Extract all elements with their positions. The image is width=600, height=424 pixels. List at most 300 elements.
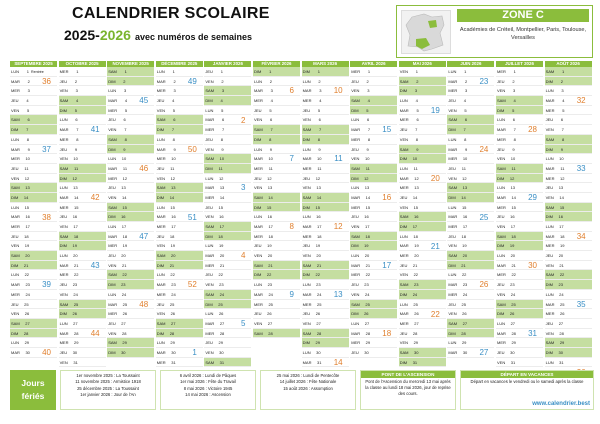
day-cell: DIM 19 [350,241,397,251]
week-number: 22 [430,309,440,319]
day-cell: MER 12 [545,174,592,184]
day-cell: JEU 11 [447,164,494,174]
day-cell: SAM 15 [107,203,154,213]
week-number: 9 [289,290,294,300]
week-number: 46 [139,164,149,173]
day-cell: DIM 16 [545,212,592,222]
month-column [156,61,203,367]
day-cell: LUN 1 [156,67,203,77]
holiday-item: 15 août 2026 : Assomption [283,385,333,391]
day-cell: MER 15 [350,203,397,213]
day-cell: DIM 26 [496,309,543,319]
day-cell: SAM 22 [107,270,154,280]
day-cell: SAM 23 [399,280,446,290]
day-cell: JEU 13 [107,183,154,193]
day-cell: SAM 11 [496,164,543,174]
day-cell: SAM 14 [253,193,300,203]
day-cell: MAR 11 [545,164,592,174]
day-cell: DIM 3 [399,86,446,96]
day-cell: SAM 18 [59,232,106,242]
day-cell: DIM 7 [447,125,494,135]
day-cell: LUN 23 [302,280,349,290]
day-cell: LUN 1 Rentrée [10,67,57,77]
day-cell: SAM 7 [302,125,349,135]
day-cell: MER 3 [156,86,203,96]
day-cell: DIM 31 [399,358,446,368]
day-cell: SAM 6 [10,115,57,125]
day-cell: MAR 18 [545,232,592,242]
day-cell: SAM 20 [156,251,203,261]
day-cell: JEU 12 [302,174,349,184]
week-number: 45 [139,96,149,106]
day-cell: MER 5 [545,106,592,116]
day-cell: VEN 10 [350,154,397,164]
day-cell: DIM 15 [302,203,349,213]
day-cell: VEN 6 [253,115,300,125]
day-cell: JEU 2 [350,77,397,87]
day-cell: SAM 29 [545,338,592,348]
month-header: AOÛT 2026 [545,61,592,67]
month-header: OCTOBRE 2025 [59,61,106,67]
day-cell: MER 17 [156,222,203,232]
zone-title: ZONE C [457,9,589,22]
week-number: 26 [479,280,489,290]
day-cell: JEU 15 [204,203,251,213]
day-cell: JEU 13 [545,183,592,193]
week-number: 33 [576,164,586,173]
day-cell: JEU 18 [447,232,494,242]
day-cell: VEN 9 [204,145,251,155]
week-number: 20 [430,173,440,183]
day-cell: SAM 28 [253,329,300,339]
day-cell: MAR 11 [107,164,154,174]
day-cell: LUN 20 [59,251,106,261]
day-cell: MER 29 [350,338,397,348]
zone-box [396,5,593,58]
week-number: 3 [240,183,246,193]
day-cell: VEN 5 [10,106,57,116]
day-cell: DIM 30 [107,348,154,358]
day-cell: SAM 20 [447,251,494,261]
day-cell: MAR 21 [350,261,397,271]
week-number: 7 [289,154,294,164]
day-cell: MER 1 [59,67,106,77]
day-cell: VEN 20 [302,251,349,261]
day-cell: LUN 24 [107,290,154,300]
day-cell: JEU 20 [545,251,592,261]
day-cell: VEN 20 [253,251,300,261]
day-cell: LUN 13 [350,183,397,193]
day-cell: JEU 1 [204,67,251,77]
day-cell: SAM 7 [253,125,300,135]
day-cell: MER 8 [496,135,543,145]
day-cell: VEN 7 [545,125,592,135]
day-cell: JEU 30 [59,348,106,358]
day-cell: SAM 1 [107,67,154,77]
day-cell: MAR 14 [350,193,397,203]
day-cell: SAM 13 [447,183,494,193]
day-cell: SAM 22 [545,270,592,280]
day-cell: SAM 14 [302,193,349,203]
day-cell: LUN 9 [253,145,300,155]
day-cell: VEN 7 [107,125,154,135]
day-cell: JEU 6 [107,115,154,125]
day-cell: LUN 15 [10,203,57,213]
day-cell: VEN 27 [253,319,300,329]
day-cell: VEN 13 [253,183,300,193]
week-number: 15 [382,125,392,135]
day-cell: MAR 2 [10,77,57,87]
day-cell: SAM 18 [496,232,543,242]
day-cell: MAR 7 [496,125,543,135]
week-number: 19 [430,105,440,115]
week-number: 43 [90,261,100,270]
day-cell: SAM 8 [545,135,592,145]
month-column [10,61,57,367]
day-cell: DIM 1 [302,67,349,77]
day-cell: VEN 8 [399,135,446,145]
week-number: 17 [382,261,392,270]
day-cell: LUN 18 [399,232,446,242]
day-cell: VEN 13 [302,183,349,193]
day-cell: VEN 15 [399,203,446,213]
day-cell: MER 3 [447,86,494,96]
day-cell: SAM 4 [59,96,106,106]
day-cell: MAR 14 [59,193,106,203]
day-cell: LUN 2 [253,77,300,87]
day-cell: MAR 18 [107,232,154,242]
month-header: MARS 2026 [302,61,349,67]
day-cell: LUN 16 [302,212,349,222]
day-cell: MER 10 [447,154,494,164]
day-cell: SAM 16 [399,212,446,222]
day-cell: MER 24 [10,290,57,300]
year-start: 2025- [64,27,100,43]
day-cell: SAM 11 [59,164,106,174]
site-link[interactable]: www.calendrier.best [532,400,590,407]
day-cell: MAR 30 [10,348,57,358]
day-cell: LUN 23 [253,280,300,290]
holiday-item: 1er janvier 2026 : Jour de l'An [80,392,136,398]
day-cell: VEN 12 [10,174,57,184]
month-header: DÉCEMBRE 2025 [156,61,203,67]
day-cell: VEN 17 [59,222,106,232]
day-cell: MAR 10 [302,154,349,164]
academies-line: Académies de Créteil, Montpellier, Paris, Toulouse, [459,27,587,33]
day-cell: DIM 21 [156,261,203,271]
holidays-list-2 [160,370,256,410]
week-number: 8 [289,222,294,232]
day-cell: VEN 24 [59,290,106,300]
day-cell: VEN 19 [10,241,57,251]
day-cell: DIM 23 [545,280,592,290]
month-header: JUILLET 2026 [496,61,543,67]
day-cell: LUN 27 [59,319,106,329]
day-cell: LUN 12 [204,174,251,184]
day-cell: LUN 6 [496,115,543,125]
day-cell: VEN 1 [399,67,446,77]
day-cell: DIM 22 [253,270,300,280]
week-number: 37 [42,144,51,154]
day-cell: SAM 3 [204,86,251,96]
depart-text: Départ en vacances le vendredi ou le samedi après la classe [470,379,584,384]
day-cell: LUN 27 [496,319,543,329]
week-number: 52 [187,280,197,290]
day-cell: MAR 16 [447,212,494,222]
day-cell: SAM 8 [107,135,154,145]
day-cell: VEN 19 [156,241,203,251]
day-cell: MER 6 [399,115,446,125]
week-number: 16 [382,193,392,203]
day-cell: MAR 2 [156,77,203,87]
day-cell: SAM 13 [10,183,57,193]
day-cell: MER 5 [107,106,154,116]
day-cell: MAR 19 [399,241,446,251]
zone-academies [457,26,589,42]
day-cell: JEU 16 [59,212,106,222]
school-year [64,27,252,43]
day-cell: LUN 10 [107,154,154,164]
week-number: 23 [479,76,489,86]
day-cell: JEU 22 [204,270,251,280]
holidays-list-3 [260,370,356,410]
day-cell: MAR 27 [204,319,251,329]
day-cell: JEU 25 [156,300,203,310]
day-cell: DIM 21 [10,261,57,271]
day-cell: MAR 20 [204,251,251,261]
day-cell: LUN 29 [10,338,57,348]
day-cell: LUN 3 [107,86,154,96]
day-cell: DIM 14 [156,193,203,203]
month-header: SEPTEMBRE 2025 [10,61,57,67]
day-cell: MAR 7 [59,125,106,135]
day-cell: LUN 10 [545,154,592,164]
holidays-list-1 [60,370,156,410]
day-cell: MAR 24 [253,290,300,300]
day-cell: MAR 25 [107,300,154,310]
day-cell: JEU 2 [496,77,543,87]
day-cell: VEN 22 [399,270,446,280]
day-cell: MER 22 [496,270,543,280]
day-cell: MER 26 [107,309,154,319]
day-cell: DIM 5 [496,106,543,116]
week-number: 6 [289,86,294,96]
day-cell: VEN 3 [350,86,397,96]
pont-box [360,370,456,410]
day-cell: MER 14 [204,193,251,203]
day-cell: VEN 26 [10,309,57,319]
day-cell: JEU 14 [399,193,446,203]
week-number: 49 [187,76,197,86]
day-cell: MER 4 [302,96,349,106]
day-cell: LUN 13 [59,183,106,193]
day-cell: MER 31 [156,358,203,368]
day-cell: JEU 27 [545,319,592,329]
day-cell: VEN 28 [545,329,592,339]
day-cell: DIM 5 [59,106,106,116]
day-cell: MER 29 [59,338,106,348]
week-number: 50 [187,144,197,154]
calendar-grid [10,61,594,367]
week-number: 11 [334,154,343,164]
academies-line: Versailles [511,35,535,41]
day-cell: MER 15 [59,203,106,213]
month-column [545,61,592,367]
day-cell: JEU 7 [399,125,446,135]
depart-box [460,370,594,410]
day-cell: SAM 20 [10,251,57,261]
day-cell: SAM 6 [156,115,203,125]
day-cell: MER 22 [350,270,397,280]
day-cell: LUN 15 [447,203,494,213]
day-cell: MAR 30 [447,348,494,358]
france-map-icon [401,10,451,54]
day-cell: JEU 26 [253,309,300,319]
day-cell: VEN 31 [59,358,106,368]
day-cell: LUN 17 [545,222,592,232]
day-cell: LUN 22 [447,270,494,280]
depart-title: DÉPART EN VACANCES [461,371,593,378]
month-header: FÉVRIER 2026 [253,61,300,67]
day-cell: MER 11 [253,164,300,174]
day-cell: MER 8 [59,135,106,145]
day-cell: JEU 29 [204,338,251,348]
day-cell: JEU 19 [253,241,300,251]
day-cell: LUN 26 [204,309,251,319]
week-number: 35 [576,299,586,309]
day-cell: SAM 28 [302,329,349,339]
day-cell: LUN 13 [496,183,543,193]
day-cell: LUN 8 [447,135,494,145]
holiday-item: 6 avril 2026 : Lundi de Pâques [179,373,237,378]
month-header: AVRIL 2026 [350,61,397,67]
month-column [59,61,106,367]
week-number: 51 [187,212,197,222]
week-number: 47 [139,231,149,241]
day-cell: JEU 8 [204,135,251,145]
day-cell: MAR 31 [302,358,349,368]
month-header: MAI 2026 [399,61,446,67]
month-column [253,61,300,367]
day-cell: VEN 26 [447,309,494,319]
day-cell: JEU 11 [10,164,57,174]
holidays-footer [10,370,594,410]
holiday-item: 25 décembre 2025 : La Toussaint [77,385,139,391]
day-cell: MAR 4 [107,96,154,106]
day-cell: JEU 5 [253,106,300,116]
week-number: 38 [42,212,51,222]
day-cell: DIM 17 [399,222,446,232]
day-cell: LUN 1 [447,67,494,77]
day-cell: LUN 22 [156,270,203,280]
day-cell: MAR 28 [496,329,543,339]
day-cell: DIM 26 [59,309,106,319]
day-cell: MAR 3 [253,86,300,96]
day-cell: MAR 13 [204,183,251,193]
week-number: 18 [382,328,392,338]
day-cell: DIM 8 [253,135,300,145]
day-cell: MER 25 [302,300,349,310]
holiday-item: 25 mai 2026 : Lundi de Pentecôte [276,373,340,378]
day-cell: DIM 19 [496,241,543,251]
day-cell: VEN 26 [156,309,203,319]
day-cell: MAR 10 [253,154,300,164]
day-cell: MER 7 [204,125,251,135]
day-cell: DIM 8 [302,135,349,145]
day-cell: JEU 16 [350,212,397,222]
day-cell: VEN 10 [496,154,543,164]
day-cell: SAM 18 [350,232,397,242]
day-cell: DIM 9 [545,145,592,155]
month-column [399,61,446,367]
day-cell: MER 24 [156,290,203,300]
day-cell: JEU 26 [302,309,349,319]
day-cell: VEN 5 [447,106,494,116]
week-number: 13 [333,290,343,300]
day-cell: DIM 26 [350,309,397,319]
month-column [204,61,251,367]
day-cell: SAM 24 [204,290,251,300]
day-cell: LUN 19 [204,241,251,251]
day-cell: MER 15 [496,203,543,213]
day-cell: SAM 17 [204,222,251,232]
day-cell: DIM 9 [107,145,154,155]
week-number: 28 [528,125,537,135]
holiday-item: 14 mai 2026 : Ascension [185,392,231,398]
day-cell: JEU 5 [302,106,349,116]
day-cell: MAR 24 [302,290,349,300]
day-cell: MER 18 [302,232,349,242]
day-cell: DIM 12 [59,174,106,184]
day-cell: SAM 11 [350,164,397,174]
day-cell: MER 18 [253,232,300,242]
day-cell: VEN 27 [302,319,349,329]
day-cell: JEU 4 [10,96,57,106]
day-cell: MER 27 [399,319,446,329]
day-cell: LUN 2 [302,77,349,87]
day-cell: MER 1 [350,67,397,77]
day-cell: VEN 28 [107,329,154,339]
day-cell: JEU 23 [496,280,543,290]
day-cell: MER 19 [545,241,592,251]
day-cell: MER 17 [447,222,494,232]
day-cell: MAR 17 [302,222,349,232]
day-cell: LUN 29 [447,338,494,348]
day-cell: DIM 10 [399,154,446,164]
day-cell: LUN 20 [496,251,543,261]
day-cell: MER 12 [107,174,154,184]
day-cell: DIM 14 [10,193,57,203]
day-cell: VEN 21 [107,261,154,271]
day-cell: DIM 14 [447,193,494,203]
day-cell: MAR 2 [447,77,494,87]
holiday-item: 14 juillet 2026 : Fête Nationale [279,379,337,385]
week-number: 36 [42,76,51,86]
day-cell: DIM 18 [204,232,251,242]
day-cell: JEU 20 [107,251,154,261]
day-cell: DIM 23 [107,280,154,290]
day-cell: MAR 25 [545,300,592,310]
day-cell: DIM 15 [253,203,300,213]
day-cell: JEU 25 [447,300,494,310]
day-cell: SAM 31 [204,358,251,368]
month-header: NOVEMBRE 2025 [107,61,154,67]
day-cell: JEU 23 [350,280,397,290]
day-cell: MER 8 [350,135,397,145]
day-cell: SAM 27 [10,319,57,329]
day-cell: MAR 7 [350,125,397,135]
day-cell: DIM 25 [204,300,251,310]
